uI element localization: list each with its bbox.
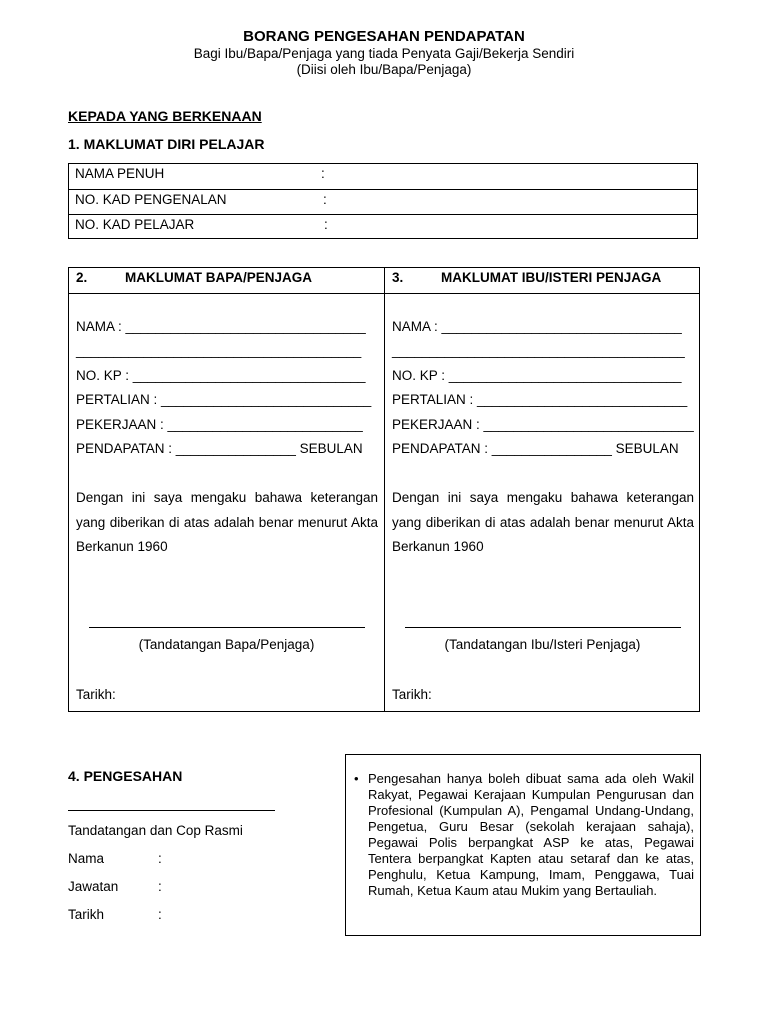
no-kad-pengenalan-colon: :: [323, 192, 327, 207]
mother-declaration: Dengan ini saya mengaku bahawa keterangan yang diberikan di atas adalah benar menurut Akta Berkanun 1960: [392, 490, 694, 554]
form-title: BORANG PENGESAHAN PENDAPATAN: [243, 28, 525, 45]
father-guardian-column: [69, 268, 384, 711]
father-nama-continuation[interactable]: ______________________________________: [76, 343, 362, 358]
nama-penuh-label: NAMA PENUH: [75, 166, 165, 181]
father-pendapatan-field[interactable]: PENDAPATAN : ________________ SEBULAN: [76, 441, 363, 456]
certifier-nama-colon[interactable]: :: [158, 851, 162, 866]
father-signature-line[interactable]: [89, 627, 365, 628]
mother-pekerjaan-field[interactable]: PEKERJAAN : ____________________________: [392, 417, 694, 432]
certifier-signature-caption: Tandatangan dan Cop Rasmi: [68, 823, 243, 838]
parent-info-table: [68, 267, 700, 712]
section3-number: 3.: [392, 270, 404, 285]
no-kad-pelajar-label: NO. KAD PELAJAR: [75, 217, 195, 232]
note-text: Pengesahan hanya boleh dibuat sama ada oleh Wakil Rakyat, Pegawai Kerajaan Kumpulan Pengurusan dan Profesional (Kumpulan A), Pengamal Undang-Undang, Pengetua, Guru Besar (sekolah kerajaan sahaja), Pegawai Polis berpangkat ASP ke atas, Pegawai Tentera berpangkat Kapten atau setaraf dan ke atas, Penghulu, Ketua Kampung, Imam, Penggawa, Tuai Rumah, Ketua Kaum atau Mukim yang Bertauliah.: [368, 771, 694, 898]
no-kad-pengenalan-row[interactable]: [69, 189, 697, 214]
note-bullet: •: [354, 771, 359, 786]
father-nama-field[interactable]: NAMA : ________________________________: [76, 319, 366, 334]
certifier-tarikh-colon[interactable]: :: [158, 907, 162, 922]
certifier-note-box: [345, 754, 701, 936]
father-nokp-field[interactable]: NO. KP : _______________________________: [76, 368, 366, 383]
kepada-heading: KEPADA YANG BERKENAAN: [68, 108, 262, 124]
section2-title: MAKLUMAT BAPA/PENJAGA: [125, 270, 312, 285]
father-pertalian-field[interactable]: PERTALIAN : ____________________________: [76, 392, 372, 407]
mother-signature-caption: (Tandatangan Ibu/Isteri Penjaga): [444, 637, 641, 652]
mother-nokp-field[interactable]: NO. KP : _______________________________: [392, 368, 682, 383]
mother-signature-line[interactable]: [405, 627, 681, 628]
mother-tarikh-field[interactable]: Tarikh:: [392, 687, 432, 702]
certifier-jawatan-label: Jawatan: [68, 879, 119, 894]
no-kad-pengenalan-label: NO. KAD PENGENALAN: [75, 192, 227, 207]
father-tarikh-field[interactable]: Tarikh:: [76, 687, 116, 702]
mother-pendapatan-field[interactable]: PENDAPATAN : ________________ SEBULAN: [392, 441, 679, 456]
form-subtitle-note: (Diisi oleh Ibu/Bapa/Penjaga): [296, 62, 472, 77]
certifier-tarikh-label: Tarikh: [68, 907, 105, 922]
father-signature-caption: (Tandatangan Bapa/Penjaga): [138, 637, 315, 652]
certifier-jawatan-colon[interactable]: :: [158, 879, 162, 894]
nama-penuh-row[interactable]: [69, 164, 697, 189]
section3-title: MAKLUMAT IBU/ISTERI PENJAGA: [441, 270, 662, 285]
nama-penuh-colon: :: [321, 166, 325, 181]
mother-nama-field[interactable]: NAMA : ________________________________: [392, 319, 682, 334]
form-subtitle: Bagi Ibu/Bapa/Penjaga yang tiada Penyata Gaji/Bekerja Sendiri: [193, 46, 575, 61]
no-kad-pelajar-row[interactable]: [69, 214, 697, 239]
father-declaration: Dengan ini saya mengaku bahawa keterangan yang diberikan di atas adalah benar menurut Akta Berkanun 1960: [76, 490, 378, 554]
mother-nama-continuation[interactable]: _______________________________________: [392, 343, 685, 358]
section4-title: 4. PENGESAHAN: [68, 768, 183, 784]
mother-pertalian-field[interactable]: PERTALIAN : ____________________________: [392, 392, 688, 407]
student-info-table: [68, 163, 698, 239]
father-pekerjaan-field[interactable]: PEKERJAAN : __________________________: [76, 417, 363, 432]
mother-guardian-column: [385, 268, 700, 711]
no-kad-pelajar-colon: :: [324, 217, 328, 232]
certifier-nama-label: Nama: [68, 851, 105, 866]
certifier-signature-line[interactable]: [68, 810, 275, 811]
section1-title: 1. MAKLUMAT DIRI PELAJAR: [68, 136, 265, 152]
section2-number: 2.: [76, 270, 88, 285]
